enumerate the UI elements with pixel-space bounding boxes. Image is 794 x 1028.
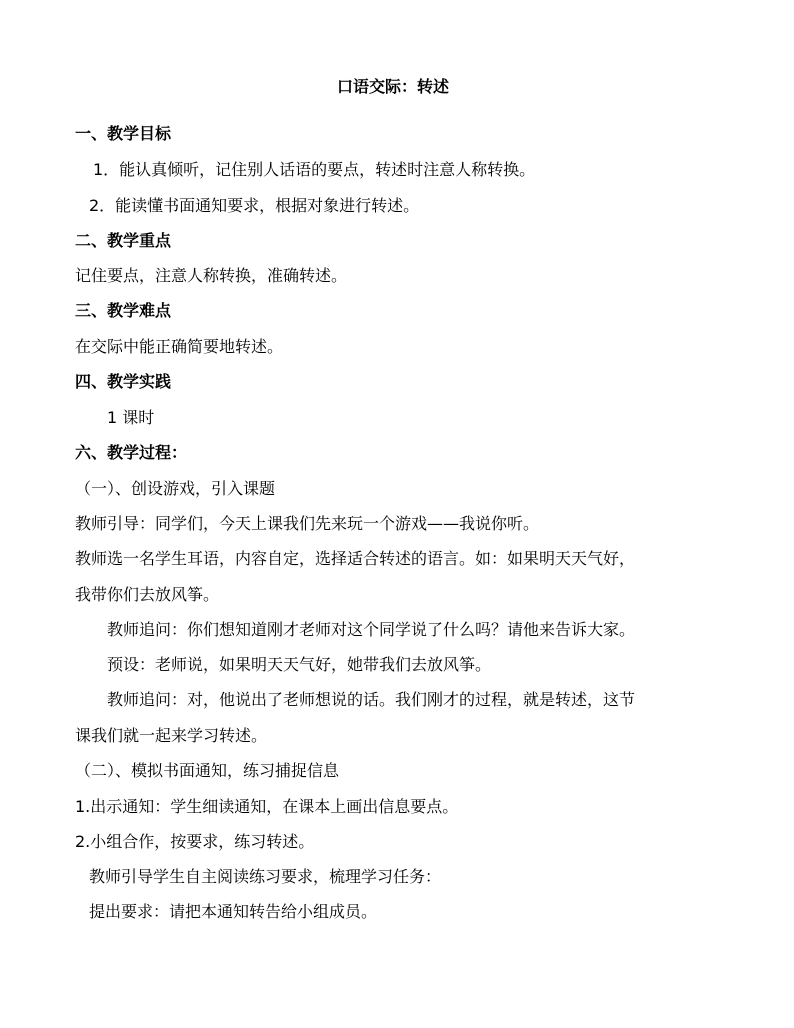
key-points-text: 记住要点，注意人称转换，准确转述。 bbox=[75, 266, 348, 285]
paragraph-5-line-1: 教师追问：对，他说出了老师想说的话。我们刚才的过程，就是转述，这节 bbox=[107, 690, 636, 709]
difficulties-text: 在交际中能正确简要地转述。 bbox=[75, 337, 284, 356]
paragraph-3: 教师追问：你们想知道刚才老师对这个同学说了什么吗？请他来告诉大家。 bbox=[107, 620, 636, 639]
section-heading-practice: 四、教学实践 bbox=[75, 372, 172, 391]
objective-item-1: 1．能认真倾听，记住别人话语的要点，转述时注意人称转换。 bbox=[93, 160, 536, 179]
part-heading-2: （二）、模拟书面通知，练习捕捉信息 bbox=[75, 761, 340, 780]
section-heading-objectives: 一、教学目标 bbox=[75, 124, 172, 143]
paragraph-7: 2.小组合作，按要求，练习转述。 bbox=[75, 832, 315, 851]
part-heading-1: （一）、创设游戏，引入课题 bbox=[75, 479, 276, 498]
section-heading-difficulties: 三、教学难点 bbox=[75, 301, 172, 320]
page-title: 口语交际：转述 bbox=[337, 77, 450, 96]
practice-text: 1 课时 bbox=[107, 408, 155, 427]
section-heading-process: 六、教学过程： bbox=[75, 443, 188, 462]
paragraph-5-line-2: 课我们就一起来学习转述。 bbox=[75, 726, 268, 745]
section-heading-key-points: 二、教学重点 bbox=[75, 231, 172, 250]
objective-item-2: 2．能读懂书面通知要求，根据对象进行转述。 bbox=[89, 196, 420, 215]
paragraph-8: 教师引导学生自主阅读练习要求，梳理学习任务： bbox=[89, 867, 442, 886]
paragraph-2-line-2: 我带你们去放风筝。 bbox=[75, 585, 220, 604]
paragraph-4: 预设：老师说，如果明天天气好，她带我们去放风筝。 bbox=[107, 655, 492, 674]
paragraph-2-line-1: 教师选一名学生耳语，内容自定，选择适合转述的语言。如：如果明天天气好， bbox=[75, 549, 636, 568]
paragraph-6: 1.出示通知：学生细读通知，在课本上画出信息要点。 bbox=[75, 797, 459, 816]
paragraph-1: 教师引导：同学们，今天上课我们先来玩一个游戏——我说你听。 bbox=[75, 514, 540, 533]
paragraph-9: 提出要求：请把本通知转告给小组成员。 bbox=[89, 902, 378, 921]
